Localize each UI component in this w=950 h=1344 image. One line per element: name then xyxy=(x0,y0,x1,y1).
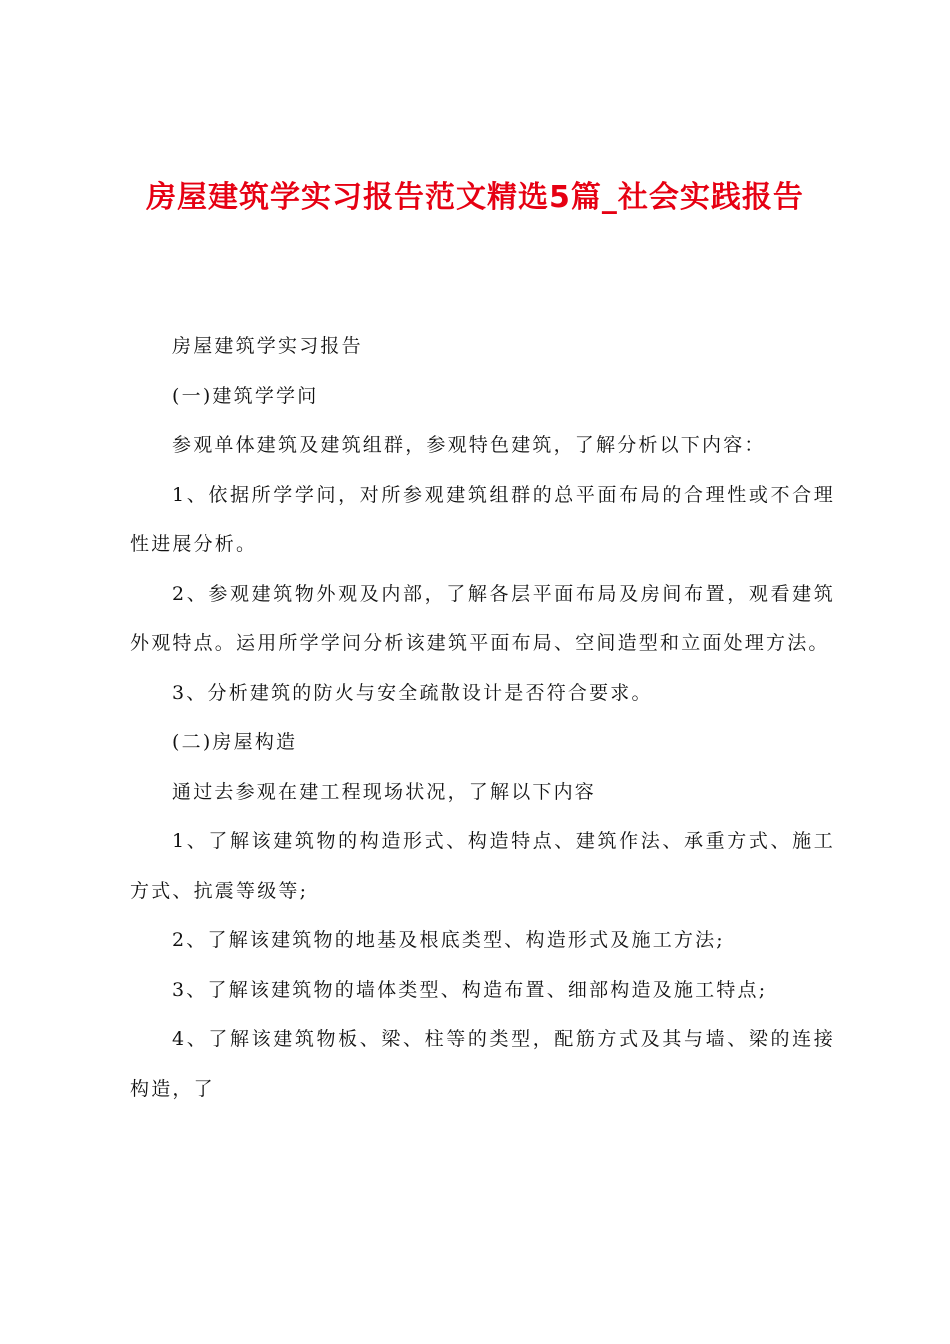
paragraph: 3、分析建筑的防火与安全疏散设计是否符合要求。 xyxy=(172,681,653,704)
paragraph: 3、了解该建筑物的墙体类型、构造布置、细部构造及施工特点; xyxy=(172,978,768,1001)
paragraph: 1、依据所学学问，对所参观建筑组群的总平面布局的合理性或不合理性进展分析。 xyxy=(130,483,835,555)
paragraph: 1、了解该建筑物的构造形式、构造特点、建筑作法、承重方式、施工方式、抗震等级等; xyxy=(130,830,835,902)
paragraph-report-heading: 房屋建筑学实习报告 xyxy=(172,335,363,357)
paragraph-section-1-heading: (一)建筑学学问 xyxy=(172,384,319,407)
paragraph: 通过去参观在建工程现场状况，了解以下内容 xyxy=(172,780,597,803)
document-title: 房屋建筑学实习报告范文精选5篇_社会实践报告 xyxy=(146,180,804,215)
paragraph: 2、了解该建筑物的地基及根底类型、构造形式及施工方法; xyxy=(172,929,725,951)
paragraph: 4、了解该建筑物板、梁、柱等的类型，配筋方式及其与墙、梁的连接构造，了 xyxy=(130,1028,835,1100)
paragraph: 参观单体建筑及建筑组群，参观特色建筑，了解分析以下内容： xyxy=(172,434,766,456)
document-body xyxy=(130,322,835,1114)
paragraph-section-2-heading: (二)房屋构造 xyxy=(172,731,298,753)
paragraph: 2、参观建筑物外观及内部，了解各层平面布局及房间布置，观看建筑外观特点。运用所学学问分析该建筑平面布局、空间造型和立面处理方法。 xyxy=(130,582,835,654)
